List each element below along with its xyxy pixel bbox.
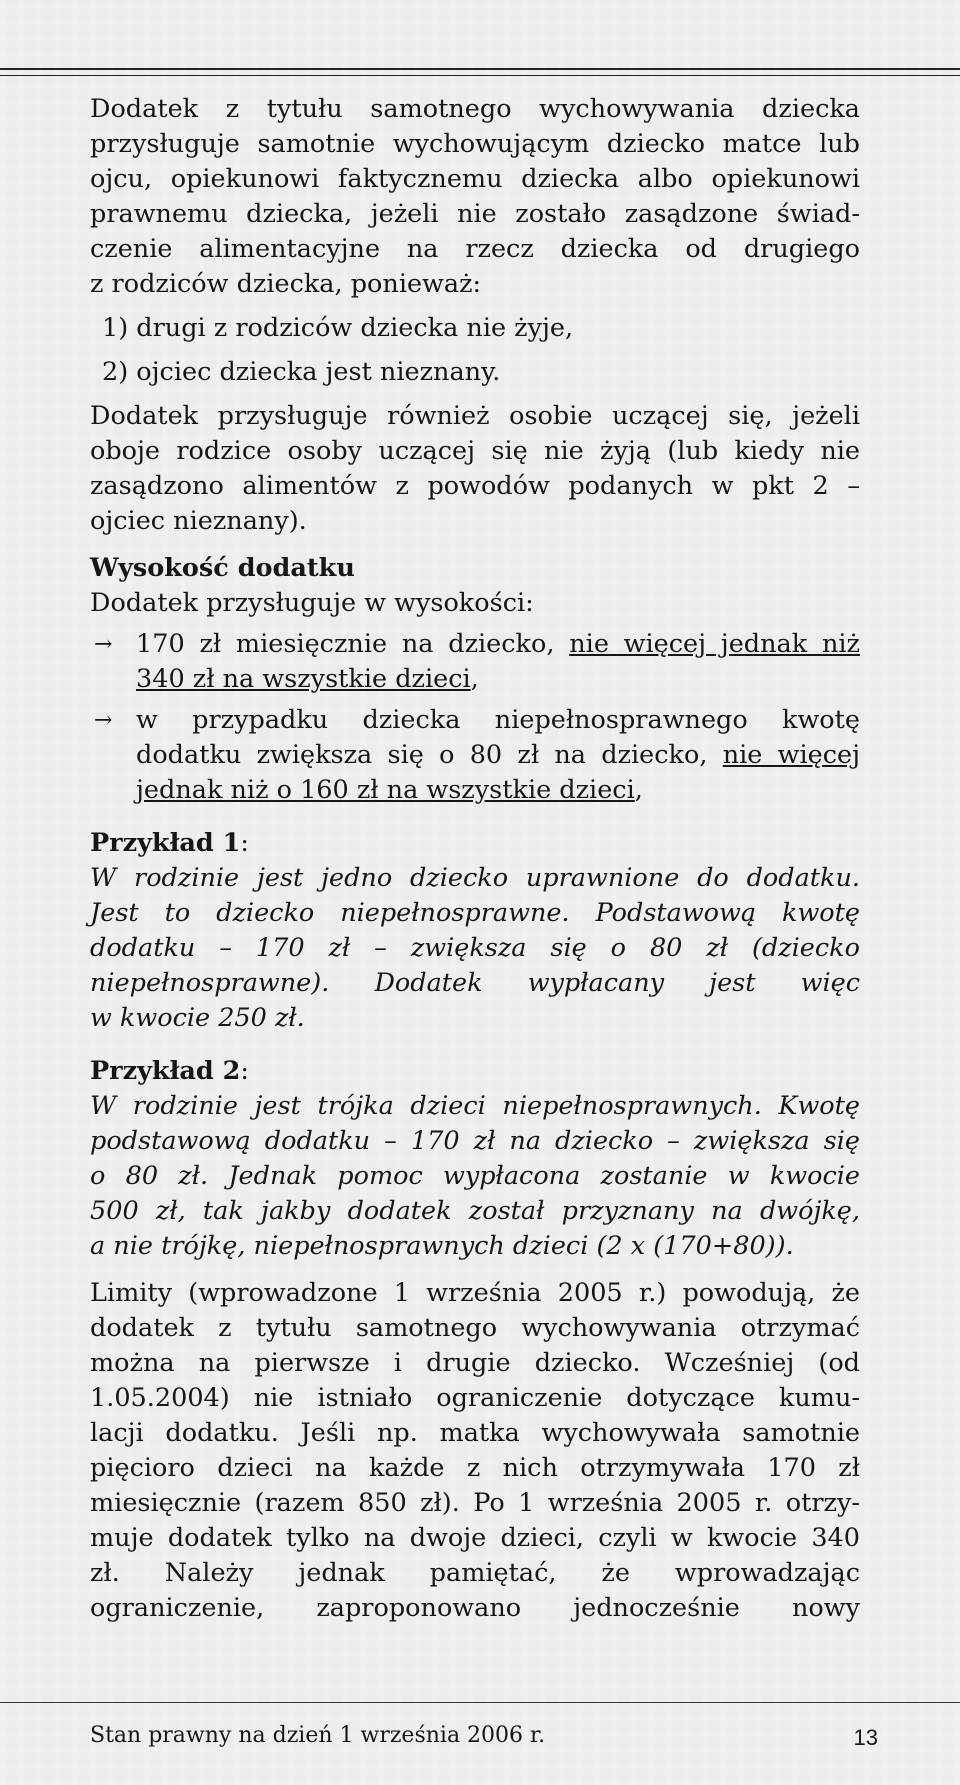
text-line bbox=[136, 773, 860, 808]
text-line: dodatku – 170 zł – zwiększa się o 80 zł (dziecko bbox=[90, 933, 860, 963]
text-line: czenie alimentacyjne na rzecz dziecka od drugiego bbox=[90, 234, 860, 264]
text-line: ograniczenie, zaproponowano jednocześnie nowy bbox=[90, 1593, 860, 1623]
arrow-right-icon: → bbox=[94, 632, 113, 657]
example-title-colon: : bbox=[240, 1056, 249, 1086]
text-line: Jest to dziecko niepełnosprawne. Podstawową kwotę bbox=[90, 898, 860, 928]
list-item: 2) ojciec dziecka jest nieznany. bbox=[102, 357, 501, 387]
text-line bbox=[136, 627, 860, 662]
student-section bbox=[90, 399, 860, 539]
text-line: W rodzinie jest trójka dzieci niepełnosprawnych. Kwotę bbox=[90, 1091, 860, 1121]
underlined-text: nie więcej bbox=[722, 740, 860, 770]
underlined-text: jednak niż o 160 zł na wszystkie dzieci bbox=[136, 775, 635, 805]
text-line: można na pierwsze i drugie dziecko. Wcześniej (od bbox=[90, 1348, 860, 1378]
text-span: , bbox=[470, 664, 479, 694]
text-line: ojcu, opiekunowi faktycznemu dziecka albo opiekunowi bbox=[90, 164, 860, 194]
text-line: zasądzono alimentów z powodów podanych w pkt 2 – bbox=[90, 471, 860, 501]
example-1 bbox=[90, 826, 860, 1036]
text-line: dodatek z tytułu samotnego wychowywania otrzymać bbox=[90, 1313, 860, 1343]
amount-section bbox=[90, 551, 860, 808]
header-rule-thin bbox=[0, 75, 960, 76]
text-line: 500 zł, tak jakby dodatek został przyznany na dwójkę, bbox=[90, 1196, 860, 1226]
underlined-text: 340 zł na wszystkie dzieci bbox=[136, 664, 471, 694]
footer-text: Stan prawny na dzień 1 września 2006 r. bbox=[90, 1723, 546, 1748]
bullet-item bbox=[90, 627, 860, 697]
header-rule bbox=[0, 68, 960, 70]
list-item: 1) drugi z rodziców dziecka nie żyje, bbox=[102, 313, 574, 343]
underlined-text: nie więcej jednak niż bbox=[569, 629, 860, 659]
page-number: 13 bbox=[853, 1725, 878, 1750]
section-heading: Wysokość dodatku bbox=[90, 553, 355, 583]
text-line: prawnemu dziecka, jeżeli nie zostało zasądzone świad- bbox=[90, 199, 860, 229]
example-title bbox=[90, 1054, 860, 1089]
text-line: muje dodatek tylko na dwoje dzieci, czyli w kwocie 340 bbox=[90, 1523, 860, 1553]
text-span: , bbox=[634, 775, 643, 805]
example-title-colon: : bbox=[240, 828, 249, 858]
text-line: 1.05.2004) nie istniało ograniczenie dotyczące kumu- bbox=[90, 1383, 860, 1413]
text-span: 170 zł miesięcznie na dziecko, bbox=[136, 629, 570, 659]
text-line: W rodzinie jest jedno dziecko uprawnione do dodatku. bbox=[90, 863, 860, 893]
text-line: Dodatek przysługuje również osobie uczącej się, jeżeli bbox=[90, 401, 860, 431]
text-line: miesięcznie (razem 850 zł). Po 1 września 2005 r. otrzy- bbox=[90, 1488, 860, 1518]
example-2 bbox=[90, 1054, 860, 1264]
text-span: dodatku zwiększa się o 80 zł na dziecko, bbox=[136, 740, 723, 770]
text-line: ojciec nieznany). bbox=[90, 506, 307, 536]
text-line: Dodatek przysługuje w wysokości: bbox=[90, 588, 534, 618]
bullet-item bbox=[90, 703, 860, 808]
text-line: Dodatek z tytułu samotnego wychowywania dziecka bbox=[90, 94, 860, 124]
text-line: oboje rodzice osoby uczącej się nie żyją (lub kiedy nie bbox=[90, 436, 860, 466]
intro-section bbox=[90, 92, 860, 390]
example-title-label: Przykład 1 bbox=[90, 828, 241, 858]
arrow-right-icon: → bbox=[94, 708, 113, 733]
footer-rule bbox=[0, 1702, 960, 1703]
example-title-label: Przykład 2 bbox=[90, 1056, 241, 1086]
text-line bbox=[136, 662, 860, 697]
text-line: z rodziców dziecka, ponieważ: bbox=[90, 269, 482, 299]
text-line: Limity (wprowadzone 1 września 2005 r.) powodują, że bbox=[90, 1278, 860, 1308]
text-line: o 80 zł. Jednak pomoc wypłacona zostanie w kwocie bbox=[90, 1161, 860, 1191]
example-title bbox=[90, 826, 860, 861]
text-line bbox=[136, 738, 860, 773]
text-line: przysługuje samotnie wychowującym dziecko matce lub bbox=[90, 129, 860, 159]
text-line: zł. Należy jednak pamiętać, że wprowadzając bbox=[90, 1558, 860, 1588]
text-line: a nie trójkę, niepełnosprawnych dzieci (2 x (170+80)). bbox=[90, 1231, 794, 1261]
text-line: w kwocie 250 zł. bbox=[90, 1003, 305, 1033]
limits-section bbox=[90, 1276, 860, 1626]
text-line: niepełnosprawne). Dodatek wypłacany jest więc bbox=[90, 968, 860, 998]
text-line: pięcioro dzieci na każde z nich otrzymywała 170 zł bbox=[90, 1453, 860, 1483]
text-line: podstawową dodatku – 170 zł na dziecko – zwiększa się bbox=[90, 1126, 860, 1156]
text-line: lacji dodatku. Jeśli np. matka wychowywała samotnie bbox=[90, 1418, 860, 1448]
page-body bbox=[90, 92, 860, 1626]
text-line: w przypadku dziecka niepełnosprawnego kwotę bbox=[136, 705, 860, 735]
